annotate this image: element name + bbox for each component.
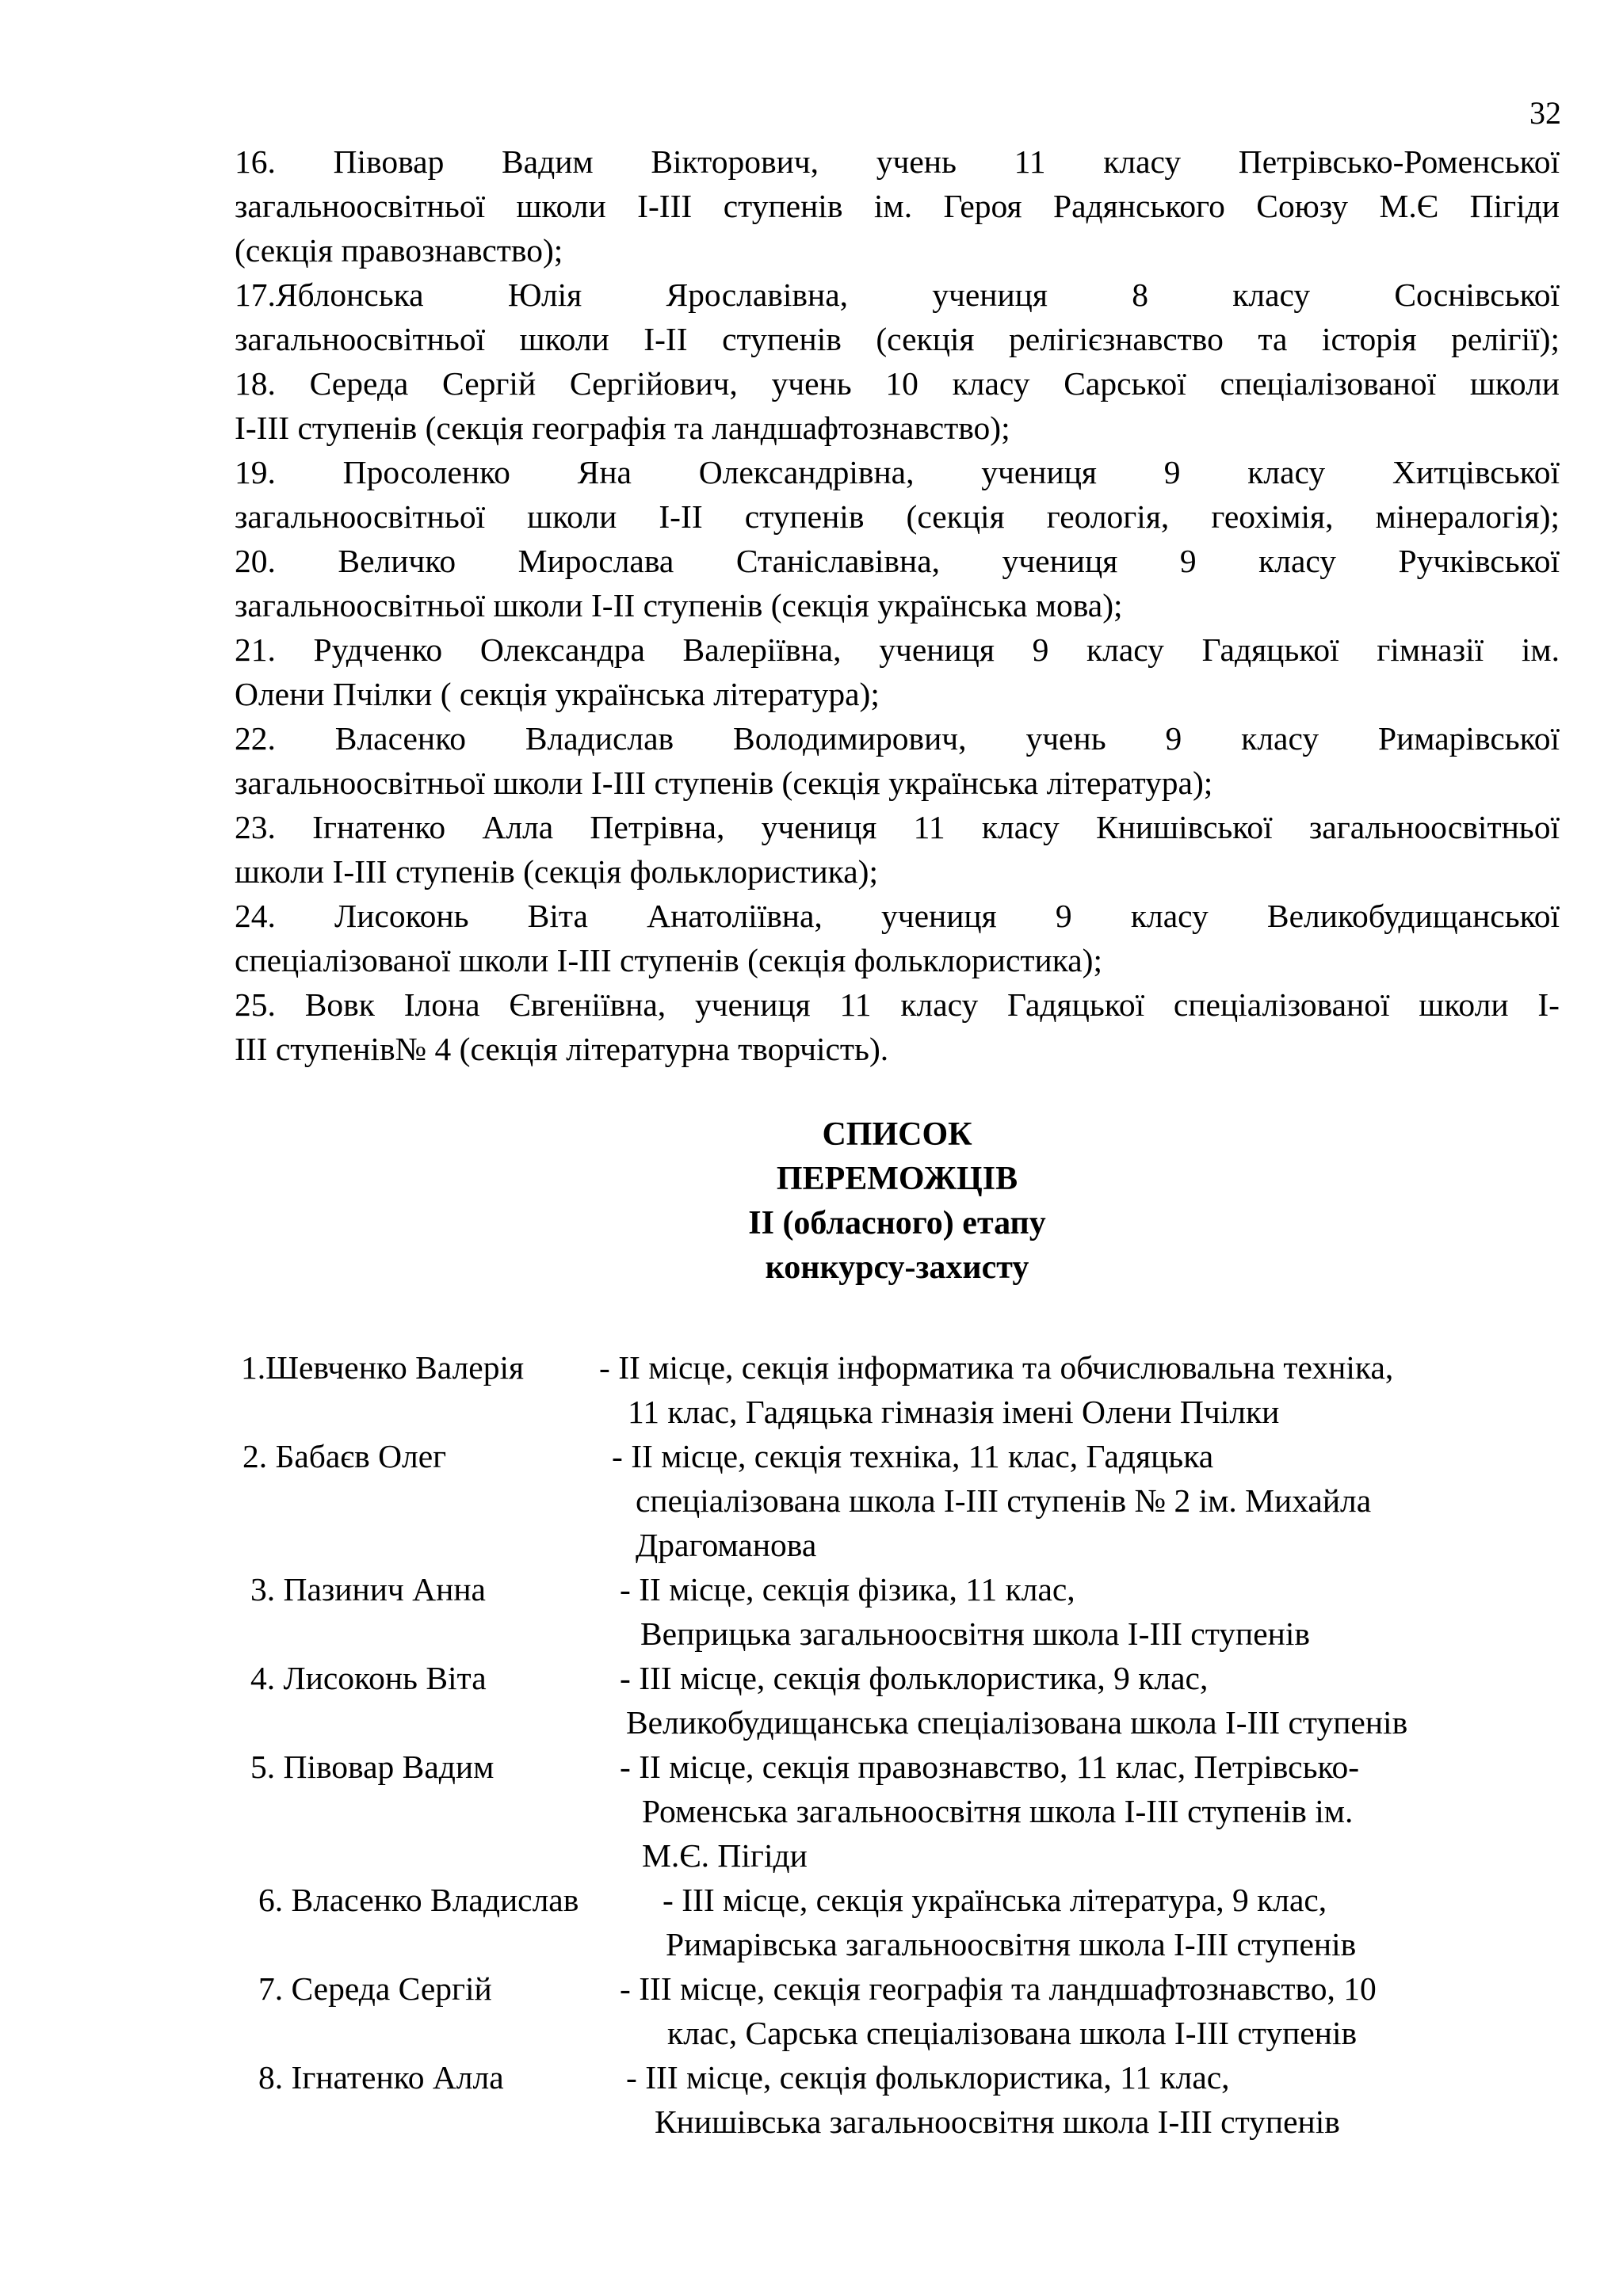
winner-detail-line: Веприцька загальноосвітня школа І-ІІІ ступенів bbox=[640, 1615, 1310, 1652]
participants-list bbox=[235, 139, 1560, 1071]
list-item bbox=[235, 894, 1560, 982]
entry-line: загальноосвітньої школи І-ІІІ ступенів (секція українська література); bbox=[235, 765, 1213, 801]
winner-name: 1.Шевченко Валерія bbox=[241, 1349, 525, 1386]
winner-name: 7. Середа Сергій bbox=[258, 1970, 492, 2007]
entry-line: ІІІ ступенів№ 4 (секція літературна творчість). bbox=[235, 1031, 889, 1067]
entry-line: Олени Пчілки ( секція українська література); bbox=[235, 676, 880, 712]
entry-line: 19. Просоленко Яна Олександрівна, учениця 9 класу Хитцівської bbox=[235, 454, 1560, 490]
winner-detail-line: Роменська загальноосвітня школа І-ІІІ ступенів ім. bbox=[642, 1793, 1354, 1829]
list-item bbox=[235, 450, 1560, 539]
winner-name: 3. Пазинич Анна bbox=[250, 1571, 486, 1608]
heading-line: конкурсу-захисту bbox=[765, 1249, 1029, 1286]
heading-line: ПЕРЕМОЖЦІВ bbox=[776, 1161, 1018, 1197]
winner-detail-line: - ІІІ місце, секція географія та ландшафтознавство, 10 bbox=[620, 1970, 1377, 2007]
list-item bbox=[235, 627, 1560, 716]
winner-detail-line: Книшівська загальноосвітня школа І-ІІІ ступенів bbox=[655, 2103, 1340, 2140]
winner-detail-line: - ІІІ місце, секція фольклористика, 9 клас, bbox=[620, 1660, 1209, 1696]
winner-item bbox=[235, 2055, 1582, 2144]
winner-detail-line: - ІІ місце, секція правознавство, 11 клас, Петрівсько- bbox=[620, 1749, 1360, 1785]
winner-name: 5. Півовар Вадим bbox=[250, 1749, 495, 1785]
entry-line: спеціалізованої школи І-ІІІ ступенів (секція фольклористика); bbox=[235, 942, 1103, 978]
winner-detail-line: М.Є. Пігіди bbox=[642, 1837, 808, 1874]
winners-heading bbox=[235, 1112, 1560, 1290]
entry-line: 20. Величко Мирослава Станіславівна, учениця 9 класу Ручківської bbox=[235, 543, 1560, 579]
winner-item bbox=[235, 1567, 1582, 1656]
winner-detail-line: Великобудищанська спеціалізована школа І-ІІІ ступенів bbox=[626, 1704, 1408, 1741]
entry-line: загальноосвітньої школи І-ІІ ступенів (секція релігієзнавство та історія релігії); bbox=[235, 321, 1560, 357]
winner-detail-line: Римарівська загальноосвітня школа І-ІІІ ступенів bbox=[666, 1926, 1357, 1962]
winner-detail-line: - ІІ місце, секція інформатика та обчислювальна техніка, bbox=[599, 1349, 1394, 1386]
list-item bbox=[235, 539, 1560, 627]
entry-line: загальноосвітньої школи І-ІІ ступенів (секція українська мова); bbox=[235, 587, 1123, 624]
entry-line: 23. Ігнатенко Алла Петрівна, учениця 11 класу Книшівської загальноосвітньої bbox=[235, 809, 1560, 845]
entry-line: 17.Яблонська Юлія Ярославівна, учениця 8 класу Соснівської bbox=[235, 277, 1560, 313]
entry-line: І-ІІІ ступенів (секція географія та ландшафтознавство); bbox=[235, 410, 1010, 446]
winner-detail-line: клас, Сарська спеціалізована школа І-ІІІ ступенів bbox=[667, 2015, 1358, 2051]
winner-name: 8. Ігнатенко Алла bbox=[258, 2059, 504, 2096]
heading-line: ІІ (обласного) етапу bbox=[748, 1205, 1046, 1241]
list-item bbox=[235, 139, 1560, 273]
entry-line: 21. Рудченко Олександра Валеріївна, учениця 9 класу Гадяцької гімназії ім. bbox=[235, 631, 1560, 668]
winner-detail-line: - ІІ місце, секція фізика, 11 клас, bbox=[620, 1571, 1075, 1608]
entry-line: 25. Вовк Ілона Євгеніївна, учениця 11 класу Гадяцької спеціалізованої школи І- bbox=[235, 986, 1560, 1023]
list-item bbox=[235, 273, 1560, 361]
winner-item bbox=[235, 1434, 1582, 1567]
entry-line: 18. Середа Сергій Сергійович, учень 10 класу Сарської спеціалізованої школи bbox=[235, 365, 1560, 402]
list-item bbox=[235, 361, 1560, 450]
winner-item bbox=[235, 1966, 1582, 2055]
winner-name: 4. Лисоконь Віта bbox=[250, 1660, 487, 1696]
entry-line: загальноосвітньої школи І-ІІІ ступенів ім. Героя Радянського Союзу М.Є Пігіди bbox=[235, 188, 1560, 224]
page-number: 32 bbox=[1529, 95, 1561, 131]
list-item bbox=[235, 982, 1560, 1071]
entry-line: 16. Півовар Вадим Вікторович, учень 11 класу Петрівсько-Роменської bbox=[235, 143, 1560, 180]
winner-detail-line: 11 клас, Гадяцька гімназія імені Олени Пчілки bbox=[628, 1394, 1280, 1430]
entry-line: загальноосвітньої школи І-ІІ ступенів (секція геологія, геохімія, мінералогія); bbox=[235, 498, 1560, 535]
winner-name: 6. Власенко Владислав bbox=[258, 1882, 579, 1918]
winner-item bbox=[235, 1745, 1582, 1878]
winner-detail-line: - ІІІ місце, секція українська література, 9 клас, bbox=[663, 1882, 1327, 1918]
winner-detail-line: - ІІІ місце, секція фольклористика, 11 клас, bbox=[626, 2059, 1230, 2096]
winner-item bbox=[235, 1345, 1582, 1434]
winner-item bbox=[235, 1656, 1582, 1745]
heading-line: СПИСОК bbox=[822, 1116, 972, 1153]
entry-line: 22. Власенко Владислав Володимирович, учень 9 класу Римарівської bbox=[235, 720, 1560, 757]
list-item bbox=[235, 805, 1560, 894]
entry-line: школи І-ІІІ ступенів (секція фольклористика); bbox=[235, 853, 878, 890]
entry-line: 24. Лисоконь Віта Анатоліївна, учениця 9 класу Великобудищанської bbox=[235, 898, 1560, 934]
winner-detail-line: Драгоманова bbox=[636, 1527, 817, 1563]
winner-detail-line: спеціалізована школа І-ІІІ ступенів № 2 ім. Михайла bbox=[636, 1482, 1372, 1519]
winner-detail-line: - ІІ місце, секція техніка, 11 клас, Гадяцька bbox=[612, 1438, 1214, 1474]
winner-item bbox=[235, 1878, 1582, 1966]
list-item bbox=[235, 716, 1560, 805]
winner-name: 2. Бабаєв Олег bbox=[242, 1438, 447, 1474]
entry-line: (секція правознавство); bbox=[235, 232, 563, 269]
